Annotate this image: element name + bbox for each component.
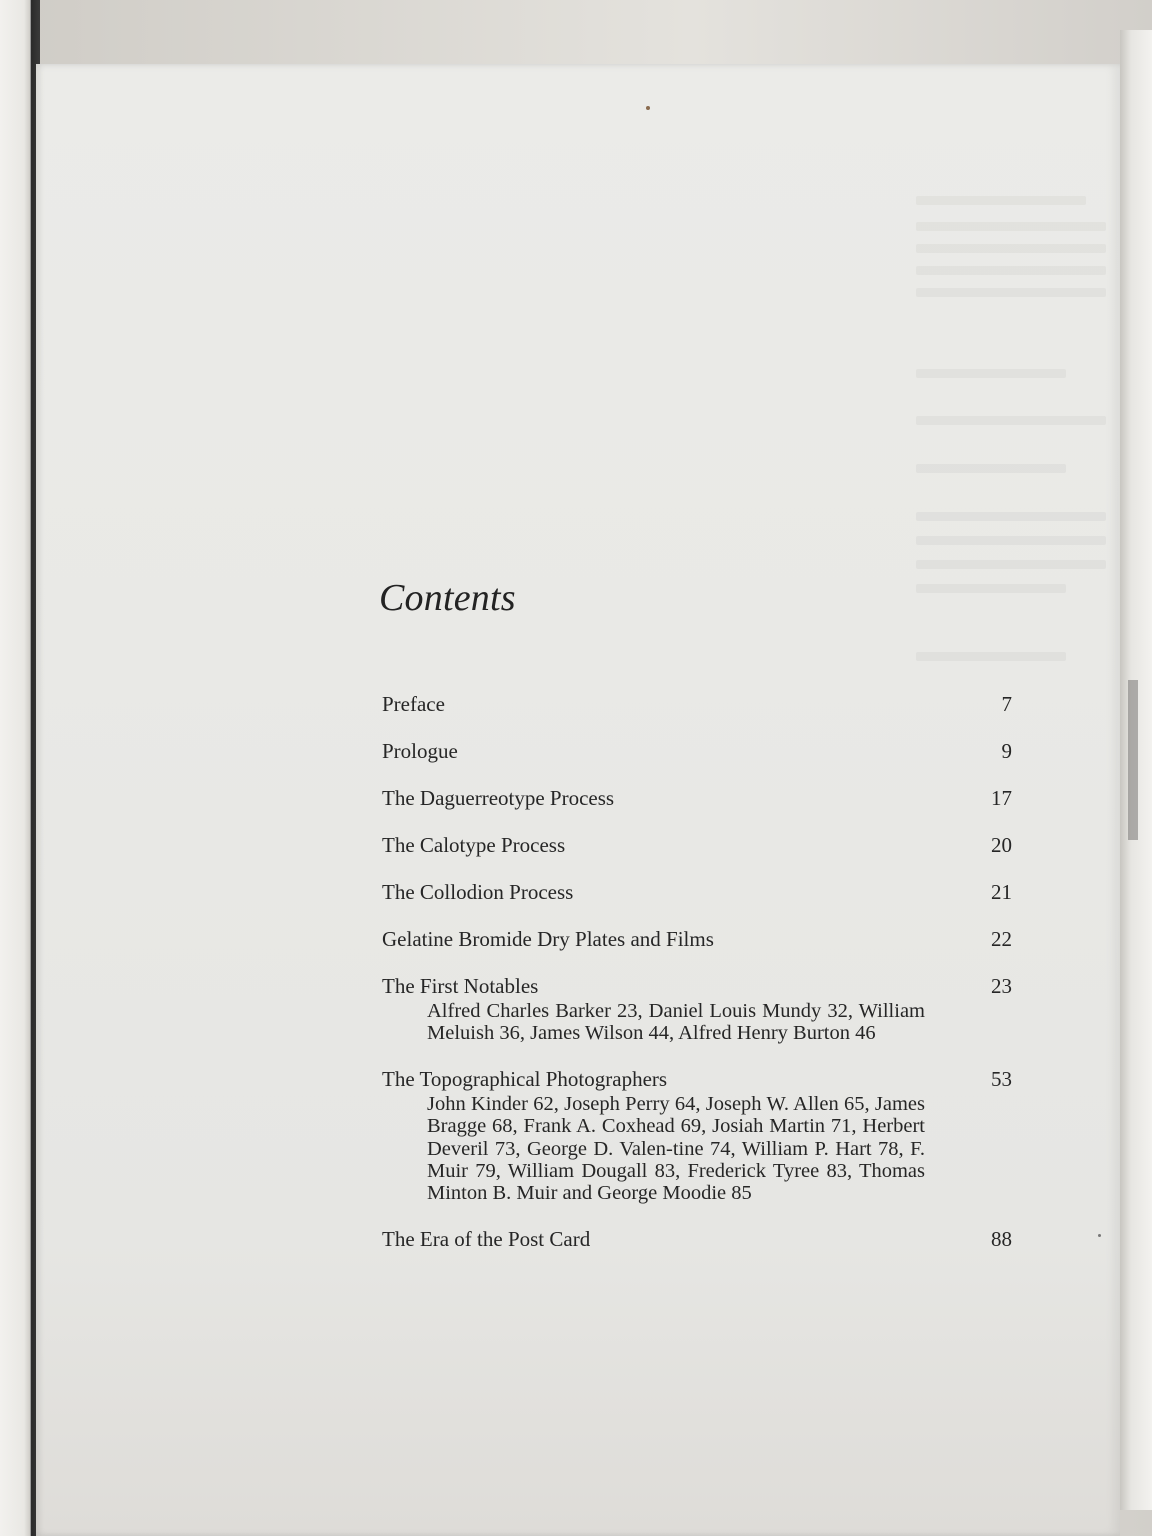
- toc-entry-page: 21: [991, 880, 1012, 904]
- cover-shadow: [1128, 680, 1138, 840]
- toc-entry: [382, 880, 1012, 905]
- bleed-through-text: [916, 464, 1066, 473]
- book-page: [36, 64, 1120, 1536]
- bleed-through-text: [916, 512, 1106, 521]
- bleed-through-text: [916, 266, 1106, 275]
- bleed-through-text: [916, 369, 1066, 378]
- toc-entry: [382, 739, 1012, 764]
- bleed-through-text: [916, 536, 1106, 545]
- bleed-through-text: [916, 416, 1106, 425]
- toc-entry-title: Preface: [382, 692, 445, 716]
- toc-entry-page: 88: [991, 1226, 1012, 1251]
- bleed-through-text: [916, 584, 1066, 593]
- bleed-through-text: [916, 196, 1086, 205]
- book-cover-edge: [0, 0, 31, 1536]
- page-title: Contents: [379, 577, 516, 619]
- bleed-through-text: [916, 652, 1066, 661]
- toc-entry: [382, 974, 1012, 1045]
- toc-entry-title: The Calotype Process: [382, 833, 566, 857]
- toc-entry-title: Gelatine Bromide Dry Plates and Films: [382, 927, 714, 951]
- paper-speck: [1098, 1234, 1101, 1237]
- toc-entry-page: 23: [991, 974, 1012, 998]
- toc-entry: [382, 833, 1012, 858]
- bleed-through-text: [916, 288, 1106, 297]
- toc-entry-title: The Topographical Photographers: [382, 1066, 668, 1091]
- toc-entry-page: 9: [1001, 739, 1012, 763]
- paper-speck: [646, 106, 650, 110]
- toc-entry-page: 20: [991, 833, 1012, 857]
- toc-entry-title: The Collodion Process: [382, 880, 574, 904]
- toc-entry-title: The Era of the Post Card: [382, 1226, 591, 1251]
- toc-entry-page: 17: [991, 786, 1012, 810]
- toc-entry: [382, 1067, 1012, 1205]
- toc-entry-subentries: Alfred Charles Barker 23, Daniel Louis Mundy 32, William Meluish 36, James Wilson 44, Alfred Henry Burton 46: [427, 1000, 925, 1045]
- bleed-through-text: [916, 244, 1106, 253]
- toc-entry: [382, 1227, 1012, 1252]
- toc-entry: [382, 692, 1012, 717]
- bleed-through-text: [916, 222, 1106, 231]
- bleed-through-text: [916, 560, 1106, 569]
- table-of-contents: [382, 692, 1012, 1252]
- toc-entry-title: The First Notables: [382, 974, 539, 998]
- toc-entry-page: 53: [991, 1066, 1012, 1091]
- toc-entry-page: 22: [991, 927, 1012, 951]
- toc-entry-page: 7: [1001, 692, 1012, 716]
- toc-entry-title: The Daguerreotype Process: [382, 786, 615, 810]
- toc-entry-title: Prologue: [382, 739, 458, 763]
- toc-entry: [382, 786, 1012, 811]
- toc-entry-subentries: John Kinder 62, Joseph Perry 64, Joseph W. Allen 65, James Bragge 68, Frank A. Coxhead 69, Josiah Martin 71, Herbert Deveril 73, George D. Valen-tine 74, William P. Hart 78, F. Muir 79, William Dougall 83, Frederick Tyree 83, Thomas Minton B. Muir and George Moodie 85: [427, 1092, 925, 1205]
- toc-entry: [382, 927, 1012, 952]
